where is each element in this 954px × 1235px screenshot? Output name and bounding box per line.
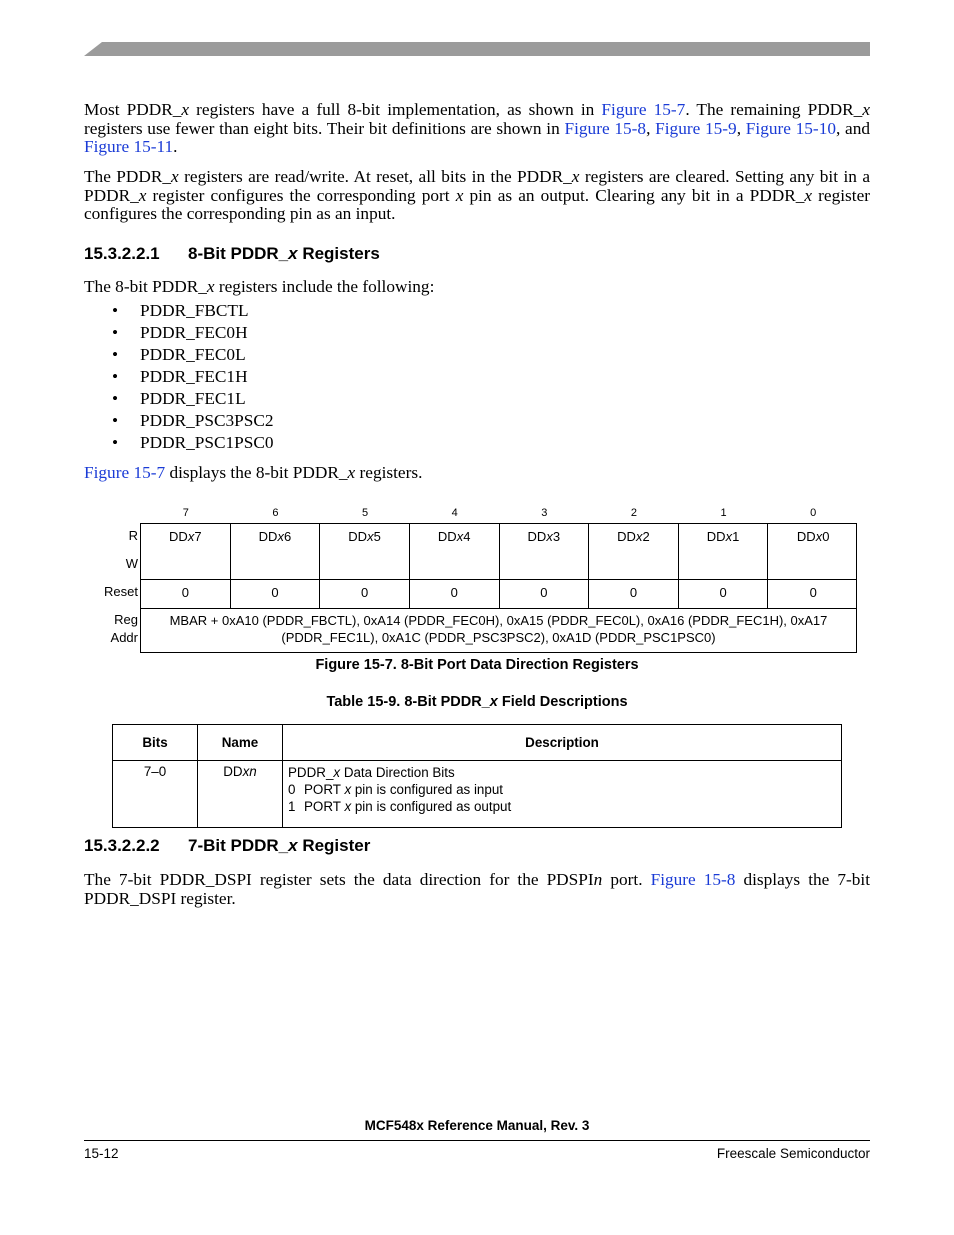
bit-number: 0 xyxy=(810,507,817,519)
address-line-1: MBAR + 0xA10 (PDDR_FBCTL), 0xA14 (PDDR_FEC0H), 0xA15 (PDDR_FEC0L), 0xA16 (PDDR_FEC1H), 0xA17 xyxy=(169,613,828,628)
bit-field-cell: DDx5 xyxy=(320,524,410,579)
header-description: Description xyxy=(283,725,842,761)
register-name: PDDR_FEC0H xyxy=(140,323,248,342)
bit-number: 1 xyxy=(720,507,727,519)
list-item xyxy=(112,388,274,410)
reset-value-cell: 0 xyxy=(410,579,500,608)
register-name: PDDR_FBCTL xyxy=(140,301,249,320)
bit-number-row xyxy=(141,505,857,521)
register-name: PDDR_PSC1PSC0 xyxy=(140,433,274,452)
reset-value-cell: 0 xyxy=(320,579,410,608)
list-item xyxy=(112,366,274,388)
cell-bits: 7–0 xyxy=(113,761,198,828)
footer-title: MCF548x Reference Manual, Rev. 3 xyxy=(364,1118,590,1133)
reset-value-cell: 0 xyxy=(679,579,769,608)
figure-15-10-link[interactable]: Figure 15-10 xyxy=(745,118,836,138)
section-heading-8bit: 15.3.2.2.1 8-Bit PDDR_x Registers xyxy=(84,244,380,263)
bit-field-cell: DDx6 xyxy=(231,524,321,579)
bullet-icon: • xyxy=(112,433,119,452)
cell-description xyxy=(283,761,842,828)
list-item xyxy=(112,344,274,366)
address-line-2: (PDDR_FEC1L), 0xA1C (PDDR_PSC3PSC2), 0xA1D (PDDR_PSC1PSC0) xyxy=(281,630,716,645)
bit-field-cell: DDx7 xyxy=(141,524,231,579)
bullet-icon: • xyxy=(112,389,119,408)
register-list xyxy=(112,300,274,454)
bit-field-cell: DDx3 xyxy=(500,524,590,579)
section-number: 15.3.2.2.1 xyxy=(84,244,160,263)
section-heading-7bit: 15.3.2.2.2 7-Bit PDDR_x Register xyxy=(84,836,371,855)
description-line-1: PDDR_x Data Direction Bits xyxy=(288,765,455,780)
bit-number: 2 xyxy=(630,507,637,519)
row-label-r: R xyxy=(128,528,138,543)
figure-15-7-link[interactable]: Figure 15-7 xyxy=(601,100,686,119)
reset-value-cell: 0 xyxy=(809,585,817,600)
row-label-w: W xyxy=(125,556,138,571)
figure-15-8-link[interactable]: Figure 15-8 xyxy=(650,870,736,889)
field-description-table xyxy=(112,724,842,828)
bit-number: 3 xyxy=(541,507,548,519)
address-box xyxy=(140,608,857,653)
header-name: Name xyxy=(198,725,283,761)
bit-field-cell: DDx0 xyxy=(796,529,830,544)
bit-number: 4 xyxy=(451,507,458,519)
reset-row xyxy=(140,579,857,609)
list-item xyxy=(112,410,274,432)
footer-company: Freescale Semiconductor xyxy=(716,1146,870,1161)
table-row xyxy=(113,761,842,828)
page-number: 15-12 xyxy=(84,1146,119,1161)
list-item xyxy=(112,322,274,344)
register-name: PDDR_FEC1H xyxy=(140,367,248,386)
description-line-2: 0 PORT x pin is configured as input xyxy=(288,782,503,797)
bit-field-cell: DDx4 xyxy=(410,524,500,579)
header-bits: Bits xyxy=(113,725,198,761)
figure-15-8-link[interactable]: Figure 15-8 xyxy=(564,118,647,138)
table-header-row xyxy=(113,725,842,761)
bullet-icon: • xyxy=(112,411,119,430)
register-name: PDDR_PSC3PSC2 xyxy=(140,411,274,430)
cell-name: DDxn xyxy=(198,761,283,828)
row-label-reg: Reg xyxy=(114,612,138,627)
register-name: PDDR_FEC0L xyxy=(140,345,246,364)
bullet-icon: • xyxy=(112,345,119,364)
figure-15-11-link[interactable]: Figure 15-11 xyxy=(84,137,174,156)
bit-number: 5 xyxy=(362,507,369,519)
field-row xyxy=(140,523,857,580)
register-name: PDDR_FEC1L xyxy=(140,389,246,408)
register-diagram xyxy=(84,505,870,655)
header-band xyxy=(84,42,870,56)
intro-paragraph-2: The PDDR_x registers are read/write. At reset, all bits in the PDDR_x registers are cleared. Setting any bit in a PDDR_x register configures the corresponding port x pin as an output. Clearing any bit in a PDDR_x register configures the corresponding pin as an input. xyxy=(84,167,870,223)
table-caption: Table 15-9. 8-Bit PDDR_x Field Descriptions xyxy=(326,694,628,710)
figure-15-9-link[interactable]: Figure 15-9 xyxy=(655,118,737,138)
reset-value-cell: 0 xyxy=(500,579,590,608)
bit-number: 7 xyxy=(182,507,189,519)
description-line-3: 1 PORT x pin is configured as output xyxy=(288,799,512,814)
bit-field-cell: DDx2 xyxy=(589,524,679,579)
figure-reference-paragraph: Figure 15-7 displays the 8-bit PDDR_x registers. xyxy=(84,463,423,482)
list-item xyxy=(112,432,274,454)
bullet-icon: • xyxy=(112,367,119,386)
reset-value-cell: 0 xyxy=(141,579,231,608)
row-label-addr: Addr xyxy=(110,630,138,645)
bit-number: 6 xyxy=(272,507,279,519)
intro-paragraph-1: Most PDDR_x registers have a full 8-bit implementation, as shown in Figure 15-7. The remaining PDDR_x registers use fewer than eight bits. Their bit definitions are shown in Figure 15-8, Figure 15-9, Figure 15-10, and Figure 15-11. xyxy=(84,100,871,156)
list-item xyxy=(112,300,274,322)
figure-caption: Figure 15-7. 8-Bit Port Data Direction Registers xyxy=(315,657,639,673)
section2-paragraph: The 7-bit PDDR_DSPI register sets the data direction for the PDSPIn port. Figure 15-8 displays the 7-bit PDDR_DSPI register. xyxy=(84,870,871,908)
reset-value-cell: 0 xyxy=(231,579,321,608)
bit-field-cell: DDx1 xyxy=(679,524,769,579)
bullet-icon: • xyxy=(112,301,119,320)
row-label-reset: Reset xyxy=(104,584,138,599)
section1-lead: The 8-bit PDDR_x registers include the following: xyxy=(84,277,435,296)
bullet-icon: • xyxy=(112,323,119,342)
reset-value-cell: 0 xyxy=(589,579,679,608)
section-number: 15.3.2.2.2 xyxy=(84,836,160,855)
footer-rule xyxy=(84,1140,870,1141)
figure-15-7-link[interactable]: Figure 15-7 xyxy=(84,463,166,482)
